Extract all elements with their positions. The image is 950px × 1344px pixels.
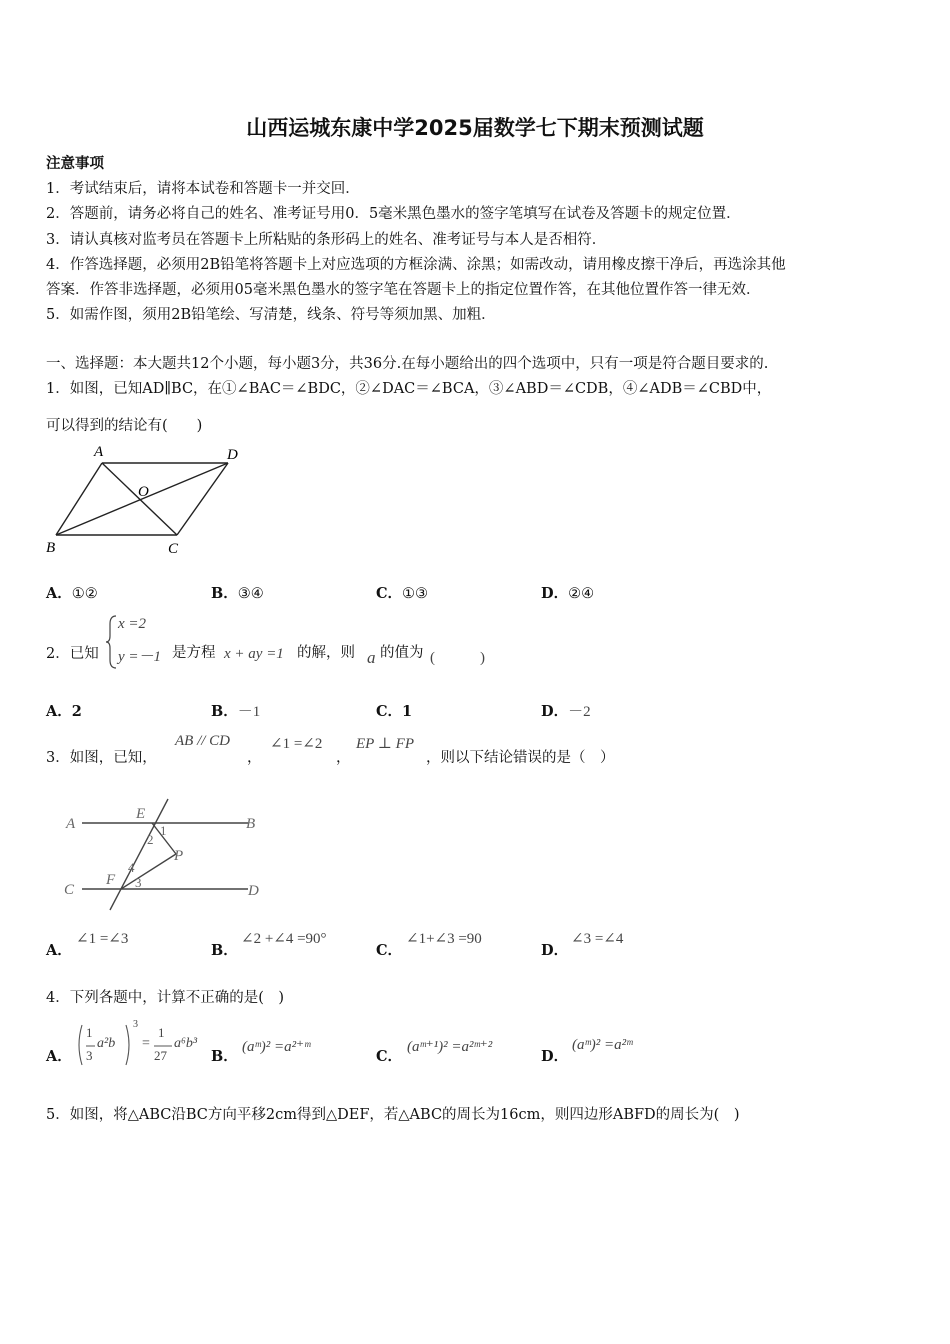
label-c: C (168, 541, 179, 557)
question-1-text-cont: 可以得到的结论有( ) (46, 418, 203, 434)
section-heading: 一、选择题：本大题共12个小题，每小题3分，共36分.在每小题给出的四个选项中，只有一项是符合题目要求的. (46, 356, 769, 372)
q3-option-c: ∠1+∠3 =90 (406, 931, 482, 947)
label-p: P (174, 848, 184, 864)
question-3-cond-2: ∠1 =∠2 (270, 736, 323, 752)
q2-option-a (46, 700, 82, 721)
notice-item-1: 1．考试结束后，请将本试卷和答题卡一并交回． (46, 181, 360, 197)
q4-option-a-formula (76, 1019, 216, 1068)
notice-item-4-cont: 答案．作答非选择题，必须用05毫米黑色墨水的签字笔在答题卡上的指定位置作答，在其他位置作答一律无效． (46, 282, 761, 298)
q1-option-c (376, 582, 428, 603)
label-a: A (66, 816, 76, 832)
q2-option-c (376, 700, 412, 721)
question-2-mid: 是方程 (172, 645, 216, 661)
option-letter: A． (46, 585, 72, 602)
q4-option-c-letter: C． (376, 1048, 403, 1065)
q3-option-b-letter: B． (211, 942, 238, 959)
question-4-text: 4．下列各题中，计算不正确的是( ) (46, 990, 285, 1006)
q4-option-b: (aᵐ)² =a²⁺ᵐ (242, 1039, 311, 1055)
option-text: －1 (237, 704, 261, 720)
q1-option-a (46, 582, 98, 603)
question-2-tail: 的值为 (380, 645, 424, 661)
label-d: D (248, 883, 259, 899)
option-text: 2 (71, 703, 82, 720)
question-2-equation: x + ay =1 (224, 646, 284, 662)
system-eq-1: x =2 (118, 616, 147, 632)
frac-b-den: 27 (154, 1048, 167, 1063)
label-f: F (106, 872, 116, 888)
label-angle-3: 3 (135, 875, 142, 890)
q3-option-a-letter: A． (46, 942, 72, 959)
question-3-comma-2: ， (336, 750, 351, 766)
question-3-cond-3: EP ⊥ FP (356, 736, 414, 752)
label-e: E (136, 806, 146, 822)
option-text: ①② (71, 586, 98, 602)
q3-option-b: ∠2 +∠4 =90° (241, 931, 327, 947)
label-angle-2: 2 (147, 832, 154, 847)
q4-option-d: (aᵐ)² =a²ᵐ (572, 1037, 633, 1053)
notice-item-5: 5．如需作图，须用2B铅笔绘、写清楚，线条、符号等须加黑、加粗． (46, 307, 496, 323)
question-3-comma-1: ， (247, 750, 262, 766)
q4-option-b-letter: B． (211, 1048, 238, 1065)
option-letter: B． (211, 585, 238, 602)
label-b: B (246, 816, 256, 832)
notice-item-4: 4．作答选择题，必须用2B铅笔将答题卡上对应选项的方框涂满、涂黑；如需改动，请用橡皮擦干净后，再选涂其他 (46, 257, 786, 273)
q3-option-d-letter: D． (541, 942, 569, 959)
option-letter: C． (376, 703, 403, 720)
frac-a-num: 1 (86, 1025, 93, 1040)
q4-option-d-letter: D． (541, 1048, 569, 1065)
question-3-cond-1: AB // CD (175, 733, 230, 749)
label-o: O (138, 484, 149, 500)
option-letter: C． (376, 585, 403, 602)
lhs-power: 3 (133, 1019, 138, 1030)
frac-b-num: 1 (158, 1025, 165, 1040)
label-angle-1: 1 (160, 823, 167, 838)
option-text: ①③ (402, 586, 429, 602)
frac-bar (154, 1045, 174, 1047)
option-text: ②④ (568, 586, 595, 602)
question-3-num: 3．如图，已知， (46, 750, 157, 766)
option-letter: A． (46, 703, 72, 720)
q1-option-d (541, 582, 594, 603)
question-3-tail: ，则以下结论错误的是（ ） (426, 750, 615, 766)
question-1-text: 1．如图，已知AD∥BC，在①∠BAC＝∠BDC，②∠DAC＝∠BCA，③∠ABD＝∠CDB，④∠ADB＝∠CBD中， (46, 381, 772, 397)
label-d: D (227, 447, 238, 463)
option-text: 1 (402, 703, 413, 720)
option-letter: D． (541, 585, 569, 602)
system-brace (106, 614, 118, 670)
label-c: C (64, 882, 75, 898)
question-3-figure (60, 798, 275, 913)
q3-option-a: ∠1 =∠3 (76, 931, 129, 947)
notice-item-2: 2．答题前，请务必将自己的姓名、准考证号用0．5毫米黑色墨水的签字笔填写在试卷及答题卡的规定位置． (46, 206, 741, 222)
system-eq-2: y =－1 (118, 649, 162, 665)
q1-option-b (211, 582, 264, 603)
label-angle-4: 4 (128, 860, 135, 875)
q3-option-d: ∠3 =∠4 (571, 931, 624, 947)
question-1-figure (40, 440, 250, 560)
option-letter: D． (541, 703, 569, 720)
q3-option-c-letter: C． (376, 942, 403, 959)
rhs-body: a⁶b³ (174, 1036, 198, 1051)
page-title: 山西运城东康中学2025届数学七下期末预测试题 (246, 116, 704, 140)
q4-option-c: (aᵐ⁺¹)² =a²ᵐ⁺² (407, 1039, 493, 1055)
option-text: －2 (568, 704, 591, 720)
frac-a-den: 3 (86, 1048, 93, 1063)
q4-option-a-letter: A． (46, 1048, 72, 1065)
label-b: B (46, 540, 56, 556)
question-5-text: 5．如图，将△ABC沿BC方向平移2cm得到△DEF，若△ABC的周长为16cm，则四边形ABFD的周长为( ) (46, 1107, 740, 1123)
q2-option-d (541, 700, 591, 721)
notice-item-3: 3．请认真核对监考员在答题卡上所粘贴的条形码上的姓名、准考证号与本人是否相符． (46, 232, 607, 248)
question-2-paren: ( ) (430, 650, 485, 666)
lhs-body: a²b (97, 1036, 116, 1051)
question-2-mid2: 的解，则 (297, 645, 355, 661)
q2-option-b (211, 700, 260, 721)
option-letter: B． (211, 703, 238, 720)
notice-heading: 注意事项 (46, 155, 104, 172)
option-text: ③④ (237, 586, 264, 602)
question-2-var: a (367, 648, 376, 667)
label-a: A (94, 444, 104, 460)
equals-sign: = (142, 1036, 150, 1051)
question-2-num: 2．已知 (46, 646, 99, 662)
